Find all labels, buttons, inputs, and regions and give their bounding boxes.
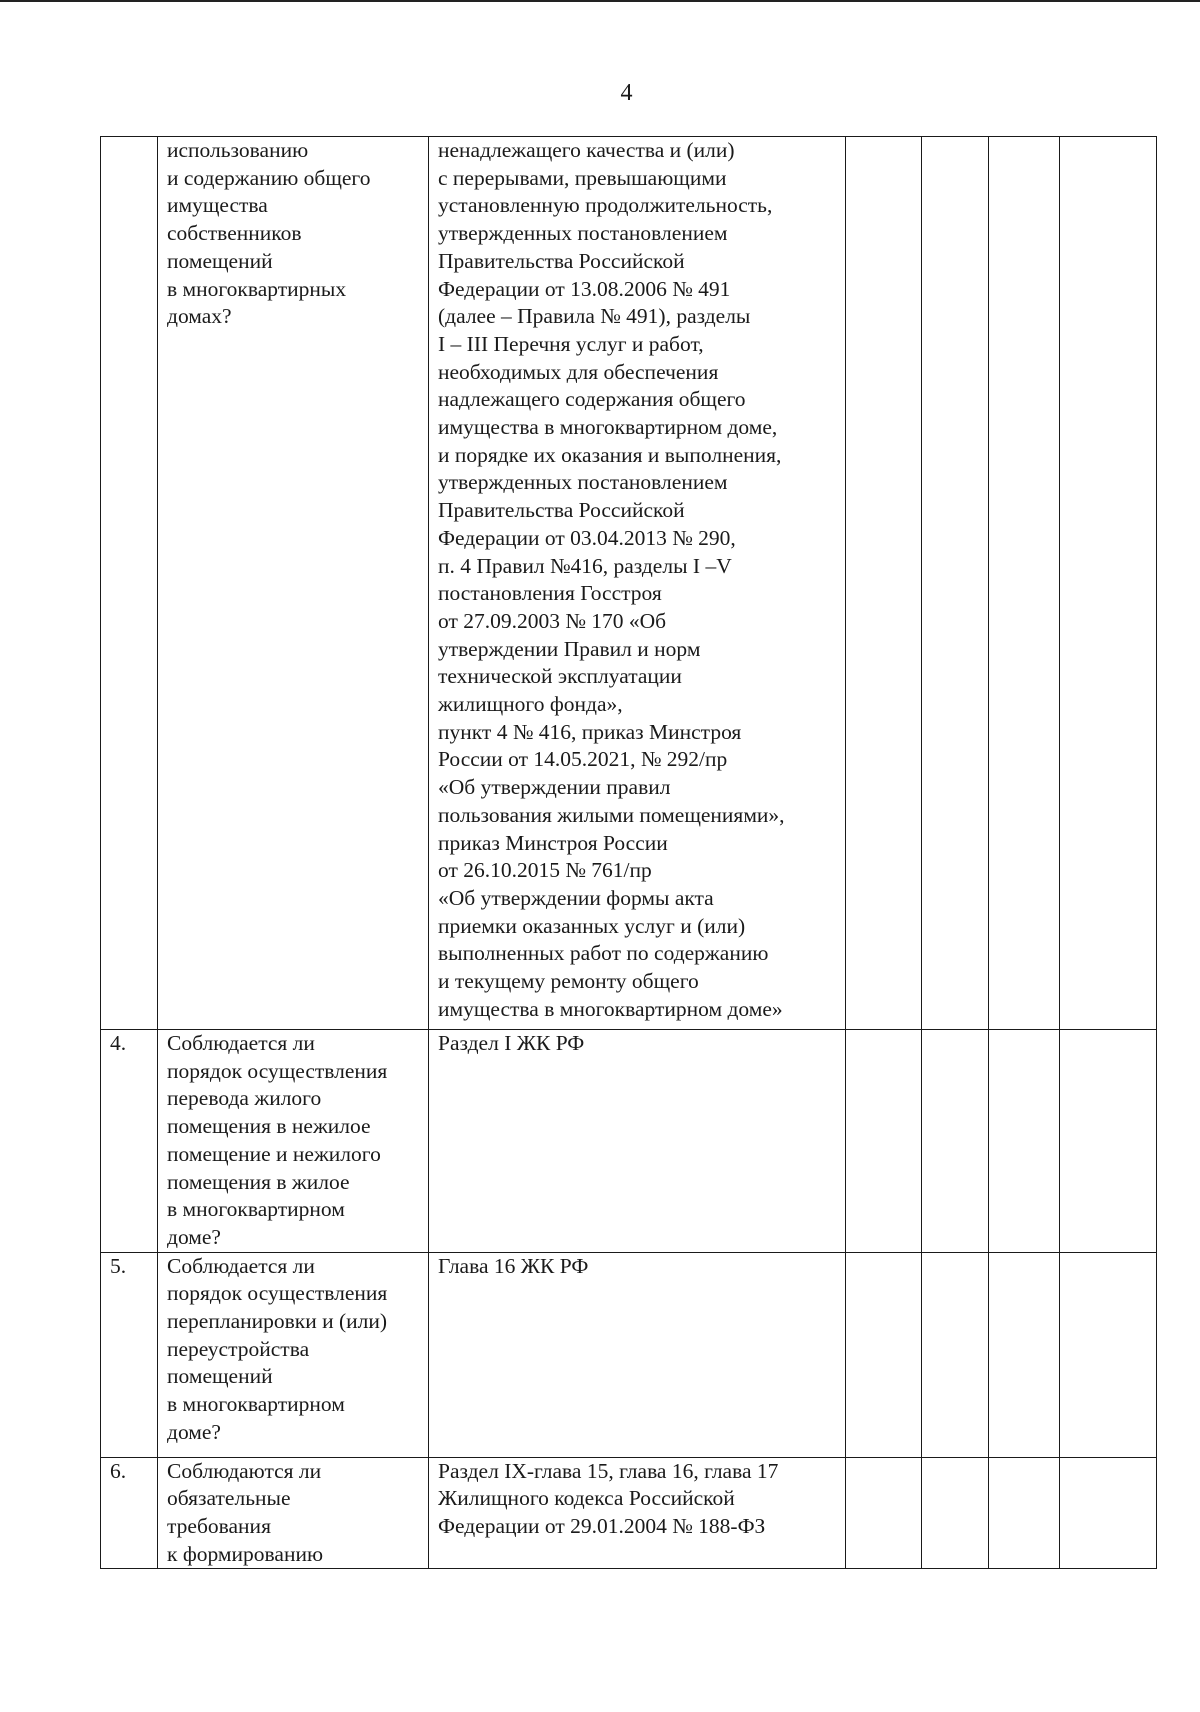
legal-basis-line: технической эксплуатации xyxy=(438,664,682,689)
question-cell xyxy=(158,1030,429,1253)
legal-basis-cell xyxy=(429,1252,846,1457)
legal-basis-line: Федерации от 03.04.2013 № 290, xyxy=(438,525,736,550)
legal-basis-line: выполненных работ по содержанию xyxy=(438,941,769,966)
question-line: обязательные xyxy=(167,1486,291,1511)
answer-cell xyxy=(1060,137,1157,1030)
question-line: Соблюдаются ли xyxy=(167,1458,322,1483)
question-line: доме? xyxy=(167,1224,221,1249)
answer-cell xyxy=(1060,1030,1157,1253)
legal-basis-line: Раздел IX-глава 15, глава 16, глава 17 xyxy=(438,1458,779,1483)
legal-basis-line: приказ Минстроя России xyxy=(438,830,668,855)
question-line: использованию xyxy=(167,138,309,162)
legal-basis-line: утвержденных постановлением xyxy=(438,221,728,246)
row-number: 6. xyxy=(110,1458,127,1483)
legal-basis-cell xyxy=(429,1457,846,1569)
question-cell xyxy=(158,137,429,1030)
legal-basis-line: установленную продолжительность, xyxy=(438,193,773,218)
answer-cell xyxy=(846,1030,922,1253)
legal-basis-line: Раздел I ЖК РФ xyxy=(438,1031,585,1055)
answer-cell xyxy=(922,1030,989,1253)
question-line: помещений xyxy=(167,1364,273,1389)
legal-basis-line: утверждении Правил и норм xyxy=(438,636,701,661)
question-line: к формированию xyxy=(167,1541,324,1566)
legal-basis-line: «Об утверждении формы акта xyxy=(438,885,714,910)
legal-basis-line: надлежащего содержания общего xyxy=(438,387,746,412)
question-line: имущества xyxy=(167,193,268,218)
answer-cell xyxy=(989,137,1060,1030)
legal-basis-line: необходимых для обеспечения xyxy=(438,359,719,384)
question-line: доме? xyxy=(167,1419,221,1444)
legal-basis-cell xyxy=(429,137,846,1030)
question-line: в многоквартирных xyxy=(167,276,347,301)
legal-basis-line: п. 4 Правил №416, разделы I –V xyxy=(438,553,732,578)
question-line: помещений xyxy=(167,248,273,273)
question-line: перепланировки и (или) xyxy=(167,1309,388,1334)
question-line: переустройства xyxy=(167,1336,310,1361)
answer-cell xyxy=(1060,1457,1157,1569)
row-number-cell xyxy=(101,1030,158,1253)
question-line: перевода жилого xyxy=(167,1086,322,1111)
legal-basis-line: утвержденных постановлением xyxy=(438,470,728,495)
legal-basis-line: постановления Госстроя xyxy=(438,581,662,606)
legal-basis-line: имущества в многоквартирном доме, xyxy=(438,415,778,440)
question-line: собственников xyxy=(167,221,302,246)
row-number-cell xyxy=(101,1252,158,1457)
answer-cell xyxy=(1060,1252,1157,1457)
legal-basis-line: пользования жилыми помещениями», xyxy=(438,802,785,827)
legal-basis-line: Федерации от 13.08.2006 № 491 xyxy=(438,276,731,301)
table-row xyxy=(101,1252,1157,1457)
answer-cell xyxy=(846,137,922,1030)
question-line: порядок осуществления xyxy=(167,1281,388,1306)
question-line: в многоквартирном xyxy=(167,1392,345,1417)
legal-basis-line: жилищного фонда», xyxy=(438,692,623,717)
table-row xyxy=(101,137,1157,1030)
answer-cell xyxy=(922,1457,989,1569)
question-line: домах? xyxy=(167,304,232,329)
question-line: помещения в нежилое xyxy=(167,1114,371,1139)
legal-basis-line: (далее – Правила № 491), разделы xyxy=(438,304,751,329)
checklist-table xyxy=(100,136,1157,1569)
table-row xyxy=(101,1030,1157,1253)
legal-basis-line: Федерации от 29.01.2004 № 188-ФЗ xyxy=(438,1514,766,1539)
legal-basis-line: имущества в многоквартирном доме» xyxy=(438,996,783,1021)
row-number-cell xyxy=(101,1457,158,1569)
legal-basis-line: Правительства Российской xyxy=(438,498,685,523)
question-line: помещение и нежилого xyxy=(167,1141,381,1166)
legal-basis-line: и порядке их оказания и выполнения, xyxy=(438,442,782,467)
row-number: 4. xyxy=(110,1031,127,1055)
question-line: Соблюдается ли xyxy=(167,1031,315,1055)
legal-basis-line: ненадлежащего качества и (или) xyxy=(438,138,735,162)
legal-basis-line: России от 14.05.2021, № 292/пр xyxy=(438,747,728,772)
question-line: Соблюдается ли xyxy=(167,1253,315,1278)
question-cell xyxy=(158,1252,429,1457)
legal-basis-line: Глава 16 ЖК РФ xyxy=(438,1253,589,1278)
legal-basis-line: I – III Перечня услуг и работ, xyxy=(438,331,704,356)
question-line: в многоквартирном xyxy=(167,1197,345,1222)
question-cell xyxy=(158,1457,429,1569)
answer-cell xyxy=(989,1457,1060,1569)
question-line: помещения в жилое xyxy=(167,1169,350,1194)
page-number: 4 xyxy=(620,80,633,106)
answer-cell xyxy=(846,1457,922,1569)
legal-basis-line: приемки оказанных услуг и (или) xyxy=(438,913,746,938)
row-number-cell xyxy=(101,137,158,1030)
legal-basis-line: пункт 4 № 416, приказ Минстроя xyxy=(438,719,742,744)
answer-cell xyxy=(922,1252,989,1457)
legal-basis-line: от 26.10.2015 № 761/пр xyxy=(438,858,652,883)
table-row xyxy=(101,1457,1157,1569)
scan-edge xyxy=(0,0,1200,2)
question-line: и содержанию общего xyxy=(167,165,371,190)
answer-cell xyxy=(989,1252,1060,1457)
legal-basis-line: Жилищного кодекса Российской xyxy=(438,1486,735,1511)
answer-cell xyxy=(922,137,989,1030)
question-line: требования xyxy=(167,1514,271,1539)
legal-basis-line: «Об утверждении правил xyxy=(438,775,671,800)
legal-basis-line: от 27.09.2003 № 170 «Об xyxy=(438,608,667,633)
row-number: 5. xyxy=(110,1253,127,1278)
legal-basis-line: и текущему ремонту общего xyxy=(438,969,699,994)
question-line: порядок осуществления xyxy=(167,1058,388,1083)
legal-basis-line: Правительства Российской xyxy=(438,248,685,273)
answer-cell xyxy=(989,1030,1060,1253)
legal-basis-line: с перерывами, превышающими xyxy=(438,165,727,190)
answer-cell xyxy=(846,1252,922,1457)
legal-basis-cell xyxy=(429,1030,846,1253)
